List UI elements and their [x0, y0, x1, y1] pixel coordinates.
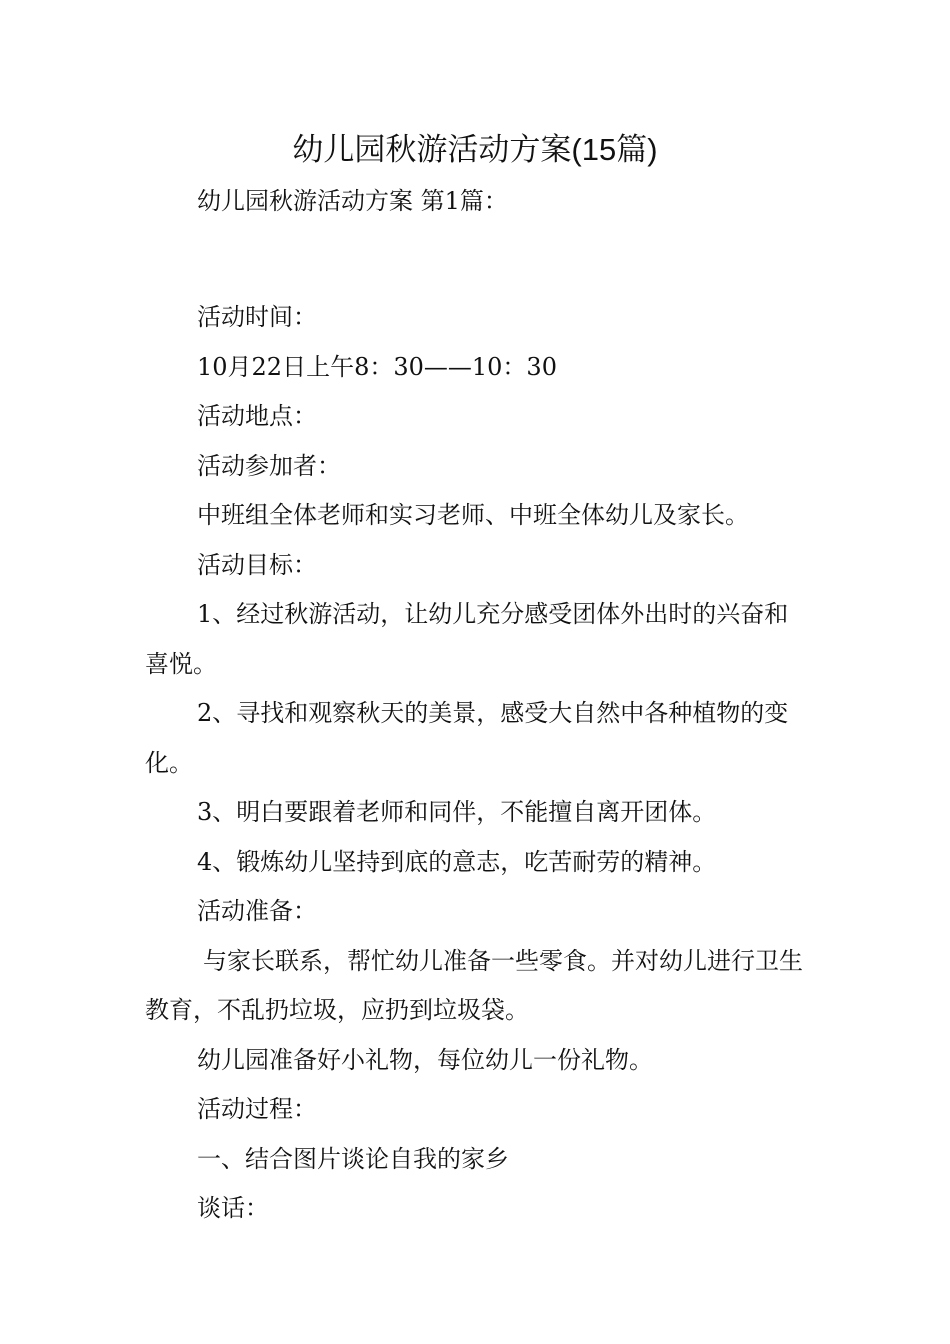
paragraph: 活动目标： — [197, 550, 317, 579]
paragraph: 活动参加者： — [197, 451, 341, 480]
paragraph: 3、明白要跟着老师和同伴，不能擅自离开团体。 — [197, 798, 717, 826]
paragraph: 1、经过秋游活动，让幼儿充分感受团体外出时的兴奋和喜悦。 — [145, 600, 789, 678]
paragraph: 活动地点： — [197, 402, 317, 430]
document-title: 幼儿园秋游活动方案(15篇) — [292, 132, 658, 167]
paragraph: 活动准备： — [197, 897, 317, 925]
paragraph: 中班组全体老师和实习老师、中班全体幼儿及家长。 — [197, 501, 749, 529]
paragraph: 幼儿园准备好小礼物，每位幼儿一份礼物。 — [197, 1045, 653, 1074]
paragraph: 4、锻炼幼儿坚持到底的意志，吃苦耐劳的精神。 — [197, 847, 717, 876]
paragraph: 谈话： — [197, 1194, 269, 1222]
paragraph: 与家长联系，帮忙幼儿准备一些零食。并对幼儿进行卫生教育，不乱扔垃圾，应扔到垃圾袋。 — [145, 946, 803, 1024]
document-body — [145, 177, 807, 1234]
paragraph: 10月22日上午8：30——10：30 — [197, 352, 557, 381]
paragraph: 2、寻找和观察秋天的美景，感受大自然中各种植物的变化。 — [145, 699, 789, 777]
paragraph: 活动时间： — [197, 303, 317, 331]
paragraph: 活动过程： — [197, 1095, 317, 1123]
paragraph: 幼儿园秋游活动方案 第1篇： — [197, 187, 508, 215]
paragraph: 一、结合图片谈论自我的家乡 — [197, 1144, 509, 1173]
blank-line — [145, 227, 807, 277]
